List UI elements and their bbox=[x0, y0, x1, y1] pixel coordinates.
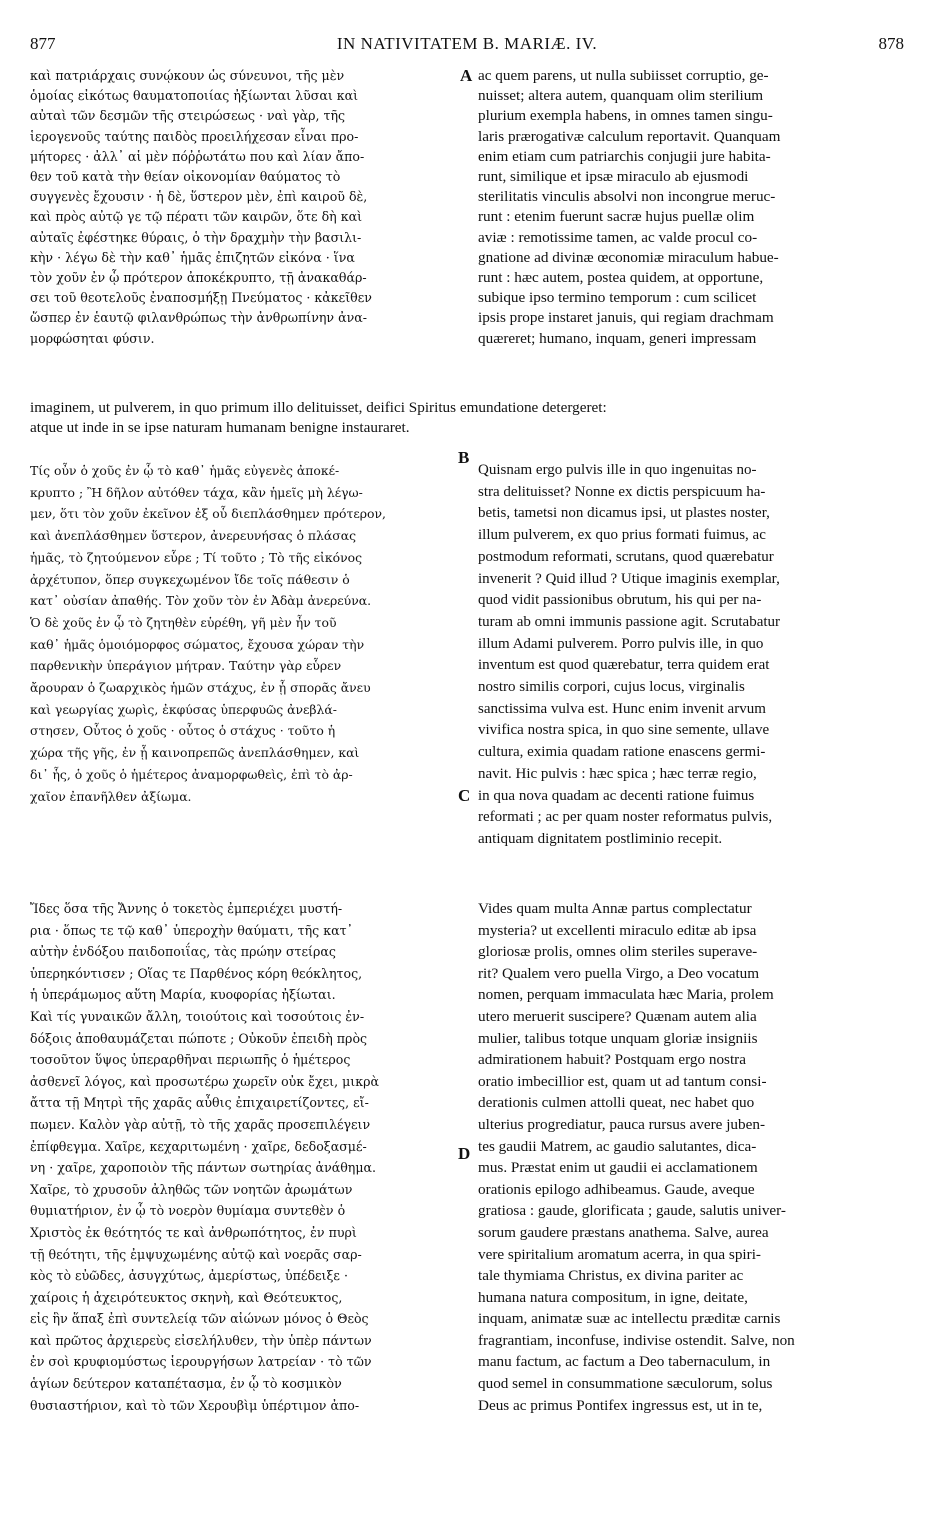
margin-marker-a: A bbox=[460, 66, 473, 85]
page-number-left: 877 bbox=[30, 34, 56, 53]
greek-column-2: Τίς οὖν ὁ χοῦς ἐν ᾧ τὸ καθ᾽ ἡμᾶς εὐγενὲς ἀποκέ- κρυπτο ; Ἢ δῆλον αὐτόθεν τάχα, κἂν ἡμεῖς μὴ λέγω- μεν, ὅτι τὸν χοῦν ἐκεῖνον ἐξ οὗ διεπλάσθημεν πρότερον, καὶ ἀνεπλάσθημεν ὕστερον, ἀνερευνήσας ὁ πλάσας ἡμᾶς, τὸ ζητούμενον εὗρε ; Τί τοῦτο ; Τὸ τῆς εἰκόνος ἀρχέτυπον, ὅπερ συγκεχωμένον ἴδε τοῖς πάθεσιν ὁ κατ᾽ οὐσίαν ἀπαθής. Τὸν χοῦν τὸν ἐν Ἀδὰμ ἀνερεύνα. Ὁ δὲ χοῦς ἐν ᾧ τὸ ζητηθὲν εὑρέθη, γῆ μὲν ἦν τοῦ καθ᾽ ἡμᾶς ὁμοιόμορφος σώματος, ἔχουσα χώραν τὴν παρθενικὴν ὑπεράγιον μήτραν. Ταύτην γὰρ εὗρεν ἄρουραν ὁ ζωαρχικὸς ἡμῶν στάχυς, ἐν ᾗ σπορᾶς ἄνευ καὶ γεωργίας χωρὶς, ἐκφύσας ὑπερφυῶς ἀνεβλά- στησεν, Οὗτος ὁ χοῦς · οὗτος ὁ στάχυς · τοῦτο ἡ χώρα τῆς γῆς, ἐν ᾗ καινοπρεπῶς ἀνεπλάσθημεν, καὶ δι᾽ ἧς, ὁ χοῦς ὁ ἡμέτερος ἀναμορφωθεὶς, ἐπὶ τὸ ἀρ- χαῖον ἐπανῆλθεν ἀξίωμα. bbox=[30, 463, 386, 804]
page-number-right: 878 bbox=[878, 34, 904, 53]
margin-marker-d: D bbox=[458, 1144, 471, 1163]
margin-marker-b: B bbox=[458, 448, 470, 467]
latin-full-width-continuation: imaginem, ut pulverem, in quo primum illo delituisset, deifici Spiritus emundatione detergeret: atque ut inde in se ipse naturam humanam benigne instauraret. bbox=[30, 399, 607, 437]
running-title: IN NATIVITATEM B. MARIÆ. IV. bbox=[336, 34, 598, 53]
running-header bbox=[30, 34, 904, 56]
margin-marker-c: C bbox=[458, 786, 471, 805]
latin-column-1: ac quem parens, ut nulla subiisset corruptio, ge- nuisset; altera autem, quanquam olim sterilium plurium exempla habens, in omnes tamen singu- laris prærogativæ calculum reportavit. Quanquam enim etiam cum patriarchis conjugii jure habita- runt, similique et ipsæ miraculo ab ejusmodi sterilitatis vinculis absolvi non incongrue meruc- runt : etenim fuerunt sacræ hujus puellæ olim aviæ : remotissime tamen, ac valde procul co- gnatione ad divinæ œconomiæ miraculum habue- runt : hæc autem, postea quidem, at opportune, subique ipso termino temporum : cum scilicet ipsis prope instaret januis, qui regiam drachmam quæreret; humano, inquam, generi impressam bbox=[478, 67, 781, 347]
greek-column-1: καὶ πατριάρχαις συνῴκουν ὡς σύνευνοι, τῆς μὲν ὁμοίας εἰκότως θαυματοποιίας ἠξίωνται λῦσαι καὶ αὐταὶ τῶν δεσμῶν τῆς στειρώσεως · ναὶ γὰρ, τῆς ἱερογενοῦς ταύτης παιδὸς προειλήχεσαν εἶναι προ- μήτορες · ἀλλ᾽ αἱ μὲν πόῤῥωτάτω που καὶ λίαν ἄπο- θεν τοῦ κατὰ τὴν θείαν οἰκονομίαν θαύματος τὸ συγγενὲς ἔχουσιν · ἡ δὲ, ὕστερον μὲν, ἐπὶ καιροῦ δὲ, καὶ πρὸς αὐτῷ γε τῷ πέρατι τῶν καιρῶν, ὅτε δὴ καὶ αὐταῖς ἐφέστηκε θύραις, ὁ τὴν δραχμὴν τὴν βασιλι- κὴν · λέγω δὲ τὴν καθ᾽ ἡμᾶς ἐπιζητῶν εἰκόνα · ἵνα τὸν χοῦν ἐν ᾧ πρότερον ἀποκέκρυπτο, τῇ ἀνακαθάρ- σει τοῦ θεοτελοῦς ἐναποσμήξῃ Πνεύματος · κἀκεῖθεν ὥσπερ ἐν ἑαυτῷ φιλανθρώπως τὴν ἀνθρωπίνην ἀνα- μορφώσηται φύσιν. bbox=[30, 68, 372, 346]
latin-column-2: Quisnam ergo pulvis ille in quo ingenuitas no- stra delituisset? Nonne ex dictis perspicuum ha- betis, tametsi non dicamus ipsi, ut plastes noster, illum pulverem, ex quo prius formati fuimus, ac postmodum reformati, scrutans, quod quærebatur invenerit ? Quid illud ? Utique imaginis exemplar, quod vidit passionibus obrutum, his qui per na- turam ab omni immunis passione agit. Scrutabatur illum Adami pulverem. Porro pulvis ille, in quo inventum est quod quærebatur, terra quidem erat nostro similis corpori, cujus locus, virginalis sanctissima vulva est. Hunc enim invenit arvum vivifica nostra spica, in quo sine semente, ullave cultura, eximia quadam ratione enascens germi- navit. Hic pulvis : hæc spica ; hæc terræ regio, in qua nova quadam ac decenti ratione fuimus reformati ; ac per quam noster reformatus pulvis, antiquam dignitatem postliminio recepit. bbox=[478, 462, 781, 847]
greek-column-3: Ἴδες ὅσα τῆς Ἄννης ὁ τοκετὸς ἐμπεριέχει μυστή- ρια · ὅπως τε τῷ καθ᾽ ὑπεροχὴν θαύματι, τῆς κατ᾽ αὐτὴν ἐνδόξου παιδοποιΐας, τὰς πρώην στείρας ὑπερηκόντισεν ; Οἵας τε Παρθένος κόρη θεόκλητος, ἡ ὑπεράμωμος αὕτη Μαρία, κυοφορίας ἠξίωται. Καὶ τίς γυναικῶν ἄλλη, τοιούτοις καὶ τοσούτοις ἐν- δόξοις ἀποθαυμάζεται πώποτε ; Οὐκοῦν ἐπειδὴ πρὸς τοσοῦτον ὕψος ὑπεραρθῆναι περιωπῆς ὁ ἡμέτερος ἀσθενεῖ λόγος, καὶ προσωτέρω χωρεῖν οὐκ ἔχει, μικρὰ ἄττα τῇ Μητρὶ τῆς χαρᾶς αὖθις ἐπιχαιρετίζοντες, εἴ- πωμεν. Καλὸν γὰρ αὐτῇ, τὸ τῆς χαρᾶς προσεπιλέγειν ἐπίφθεγμα. Χαῖρε, κεχαριτωμένη · χαῖρε, δεδοξασμέ- νη · χαῖρε, χαροποιὸν τῆς πάντων σωτηρίας ἀνάθημα. Χαῖρε, τὸ χρυσοῦν ἀληθῶς τῶν νοητῶν ἀρωμάτων θυμιατήριον, ἐν ᾧ τὸ νοερὸν θυμίαμα συντεθὲν ὁ Χριστὸς ἐκ θεότητός τε καὶ ἀνθρωπότητος, ἐν πυρὶ τῇ θεότητι, τῆς ἐμψυχωμένης αὐτῷ καὶ νοερᾶς σαρ- κὸς τὸ εὐῶδες, ἀσυγχύτως, ἀμερίστως, ὑπέδειξε · χαίροις ἡ ἀχειρότευκτος σκηνὴ, καὶ Θεότευκτος, εἰς ἣν ἅπαξ ἐπὶ συντελείᾳ τῶν αἰώνων μόνος ὁ Θεὸς καὶ πρῶτος ἀρχιερεὺς εἰσελήλυθεν, τὴν ὑπὲρ πάντων ἐν σοὶ κρυφιομύστως ἱερουργήσων λατρείαν · τὸ τῶν ἁγίων δεύτερον καταπέτασμα, ἐν ᾧ τὸ κοσμικὸν θυσιαστήριον, καὶ τὸ τῶν Χερουβὶμ ὑπέρτιμον ἀπο- bbox=[30, 901, 379, 1413]
latin-column-3: Vides quam multa Annæ partus complectatur mysteria? ut excellenti miraculo editæ ab ipsa gloriosæ prolis, omnes olim steriles superave- rit? Qualem vero puella Virgo, a Deo vocatum nomen, perquam immaculata hæc Maria, prolem utero meruerit suscipere? Quænam autem alia mulier, talibus totque unquam gloriæ insigniis admirationem habuit? Postquam ergo nostra oratio imbecillior est, quam ut ad tantum consi- derationis culmen attolli queat, nec habet quo ulterius progrediatur, pauca rursus avere juben- tes gaudii Matrem, ac gaudio salutantes, dica- mus. Præstat enim ut gaudii ei acclamationem orationis epilogo adhibeamus. Gaude, aveque gratiosa : gaude, glorificata ; gaude, salutis univer- sorum gaudere præstans anathema. Salve, aurea vere spiritalium aromatum acerra, in qua spiri- tale thymiama Christus, ex divina pariter ac humana natura compositum, in igne, deitate, inquam, animatæ suæ ac intellectu præditæ carnis fragrantiam, inconfuse, indivise ostendit. Salve, non manu factum, ac factum a Deo tabernaculum, in quod semel in consummatione sæculorum, solus Deus ac primus Pontifex ingressus est, ut in te, bbox=[478, 900, 795, 1414]
